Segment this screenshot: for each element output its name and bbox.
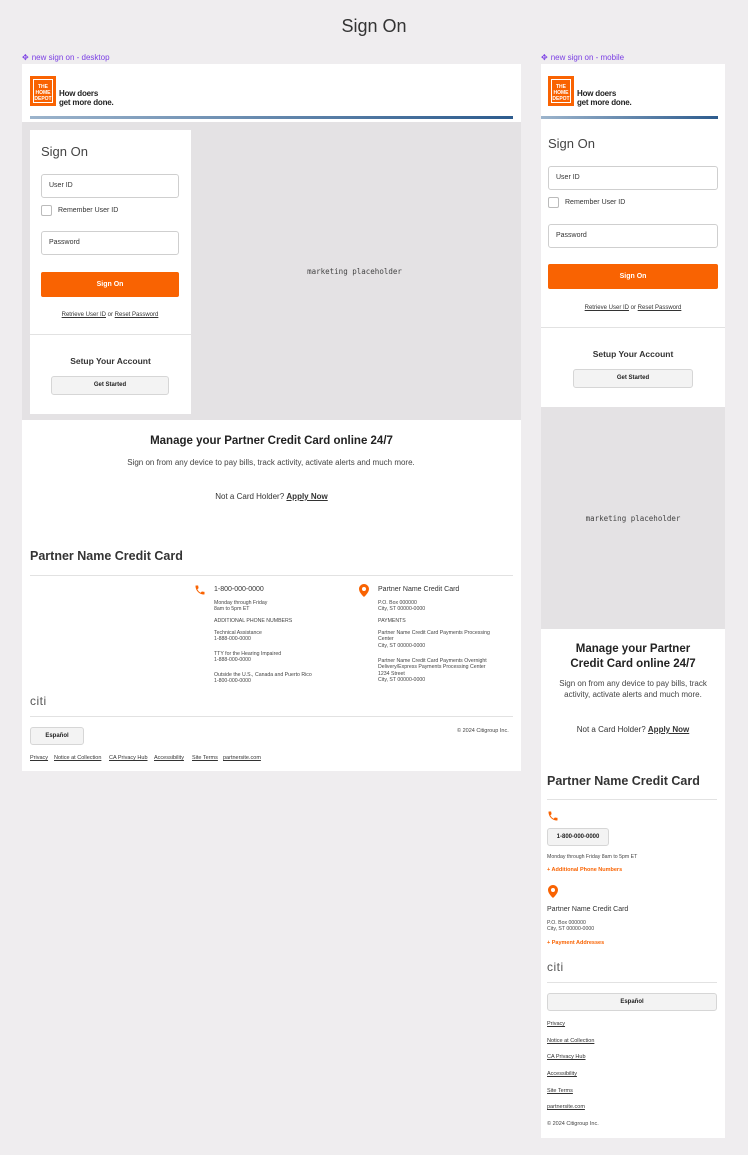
address-name: Partner Name Credit Card <box>378 586 460 593</box>
additional-phone-numbers-link[interactable]: + Additional Phone Numbers <box>547 867 623 873</box>
accessibility-link[interactable]: Accessibility <box>154 755 184 761</box>
home-depot-logo[interactable]: THE HOME DEPOT <box>30 76 56 106</box>
mailing-address: P.O. Box 000000 City, ST 00000-0000 <box>547 920 595 933</box>
phone-number[interactable]: 1-800-000-0000 <box>214 586 264 593</box>
not-holder-line: Not a Card Holder? Apply Now <box>215 492 328 501</box>
partnersite-link[interactable]: partnersite.com <box>547 1104 585 1110</box>
manage-heading: Manage your Partner Credit Card online 24/7 <box>570 643 696 670</box>
remember-checkbox[interactable] <box>41 205 52 216</box>
card-divider <box>30 334 191 335</box>
password-input[interactable]: Password <box>548 224 718 248</box>
not-holder-line: Not a Card Holder? Apply Now <box>576 725 690 734</box>
footer-divider-2 <box>30 716 513 717</box>
brand-tagline: How doers get more done. <box>577 89 632 107</box>
location-pin-icon <box>548 885 558 898</box>
espanol-button[interactable]: Español <box>30 727 84 745</box>
ca-privacy-link[interactable]: CA Privacy Hub <box>109 755 148 761</box>
signon-title: Sign On <box>548 136 595 151</box>
remember-label: Remember User ID <box>565 199 626 206</box>
header-rule <box>541 116 718 119</box>
card-divider <box>541 327 725 328</box>
brand-tagline: How doers get more done. <box>59 89 114 107</box>
espanol-button[interactable]: Español <box>547 993 717 1011</box>
phone-hours: Monday through Friday 8am to 5pm ET <box>214 600 268 613</box>
payments-header: PAYMENTS <box>378 618 406 624</box>
password-input[interactable]: Password <box>41 231 179 255</box>
footer-divider-2 <box>547 982 717 983</box>
signon-title: Sign On <box>41 144 88 159</box>
overnight-address: Partner Name Credit Card Payments Overnight Delivery/Express Payments Processing Center 1234 Street City, ST 00000-0000 <box>378 658 487 684</box>
footer-divider <box>30 575 513 576</box>
marketing-placeholder: marketing placeholder <box>307 267 402 276</box>
footer-divider <box>547 799 717 800</box>
header-rule <box>30 116 513 119</box>
reset-password-link[interactable]: Reset Password <box>114 312 159 318</box>
privacy-link[interactable]: Privacy <box>30 755 49 761</box>
citi-logo: citi <box>547 960 564 974</box>
phone-number-button[interactable]: 1-800-000-0000 <box>547 828 609 846</box>
get-started-button[interactable]: Get Started <box>573 369 693 388</box>
user-id-input[interactable]: User ID <box>548 166 718 190</box>
partner-title: Partner Name Credit Card <box>547 774 700 788</box>
notice-link[interactable]: Notice at Collection <box>547 1038 595 1044</box>
retrieve-reset-links: Retrieve User ID or Reset Password <box>584 305 682 311</box>
signon-button[interactable]: Sign On <box>548 264 718 289</box>
retrieve-reset-links: Retrieve User ID or Reset Password <box>61 312 159 318</box>
payments-processing: Partner Name Credit Card Payments Processing Center City, ST 00000-0000 <box>378 630 490 649</box>
accessibility-link[interactable]: Accessibility <box>547 1071 577 1077</box>
apply-now-link[interactable]: Apply Now <box>647 725 690 734</box>
phone-icon <box>194 584 206 596</box>
reset-password-link[interactable]: Reset Password <box>637 305 682 311</box>
manage-heading: Manage your Partner Credit Card online 24/7 <box>150 435 393 447</box>
user-id-input[interactable]: User ID <box>41 174 179 198</box>
citi-logo: citi <box>30 694 47 708</box>
manage-body: Sign on from any device to pay bills, track activity, activate alerts and much more. <box>559 679 707 699</box>
remember-checkbox[interactable] <box>548 197 559 208</box>
desktop-frame <box>22 64 521 771</box>
location-pin-icon <box>359 584 369 597</box>
remember-label: Remember User ID <box>58 207 119 214</box>
phone-hours: Monday through Friday 8am to 5pm ET <box>547 854 638 860</box>
setup-title: Setup Your Account <box>592 349 674 359</box>
get-started-button[interactable]: Get Started <box>51 376 169 395</box>
marketing-placeholder: marketing placeholder <box>585 514 681 523</box>
signon-button[interactable]: Sign On <box>41 272 179 297</box>
retrieve-user-id-link[interactable]: Retrieve User ID <box>584 305 629 311</box>
site-terms-link[interactable]: Site Terms <box>547 1088 573 1094</box>
tty-line: TTY for the Hearing Impaired 1-888-000-0000 <box>214 651 282 664</box>
notice-link[interactable]: Notice at Collection <box>54 755 102 761</box>
board-title: Sign On <box>341 16 407 36</box>
privacy-link[interactable]: Privacy <box>547 1021 566 1027</box>
apply-now-link[interactable]: Apply Now <box>286 492 328 501</box>
site-terms-link[interactable]: Site Terms <box>192 755 218 761</box>
ca-privacy-link[interactable]: CA Privacy Hub <box>547 1054 586 1060</box>
mobile-frame <box>541 64 725 1138</box>
mobile-frame-label: ✥ new sign on - mobile <box>541 53 625 62</box>
additional-phones-header: ADDITIONAL PHONE NUMBERS <box>214 618 293 624</box>
phone-icon <box>547 810 559 822</box>
plus-icon: + <box>547 867 551 873</box>
home-depot-logo[interactable]: THE HOME DEPOT <box>548 76 574 106</box>
outside-us-line: Outside the U.S., Canada and Puerto Rico 1-800-000-0000 <box>214 672 312 685</box>
mailing-address: P.O. Box 000000 City, ST 00000-0000 <box>378 600 426 613</box>
partnersite-link[interactable]: partnersite.com <box>223 755 261 761</box>
desktop-frame-label: ✥ new sign on - desktop <box>22 53 110 62</box>
copyright: © 2024 Citigroup Inc. <box>457 728 509 734</box>
setup-title: Setup Your Account <box>70 356 151 366</box>
tech-assistance: Technical Assistance 1-888-000-0000 <box>214 630 262 643</box>
manage-body: Sign on from any device to pay bills, track activity, activate alerts and much more. <box>127 458 415 467</box>
copyright: © 2024 Citigroup Inc. <box>547 1121 599 1127</box>
plus-icon: + <box>547 940 551 946</box>
address-name: Partner Name Credit Card <box>547 906 629 913</box>
partner-title: Partner Name Credit Card <box>30 549 183 563</box>
retrieve-user-id-link[interactable]: Retrieve User ID <box>61 312 106 318</box>
payment-addresses-link[interactable]: + Payment Addresses <box>547 940 605 946</box>
